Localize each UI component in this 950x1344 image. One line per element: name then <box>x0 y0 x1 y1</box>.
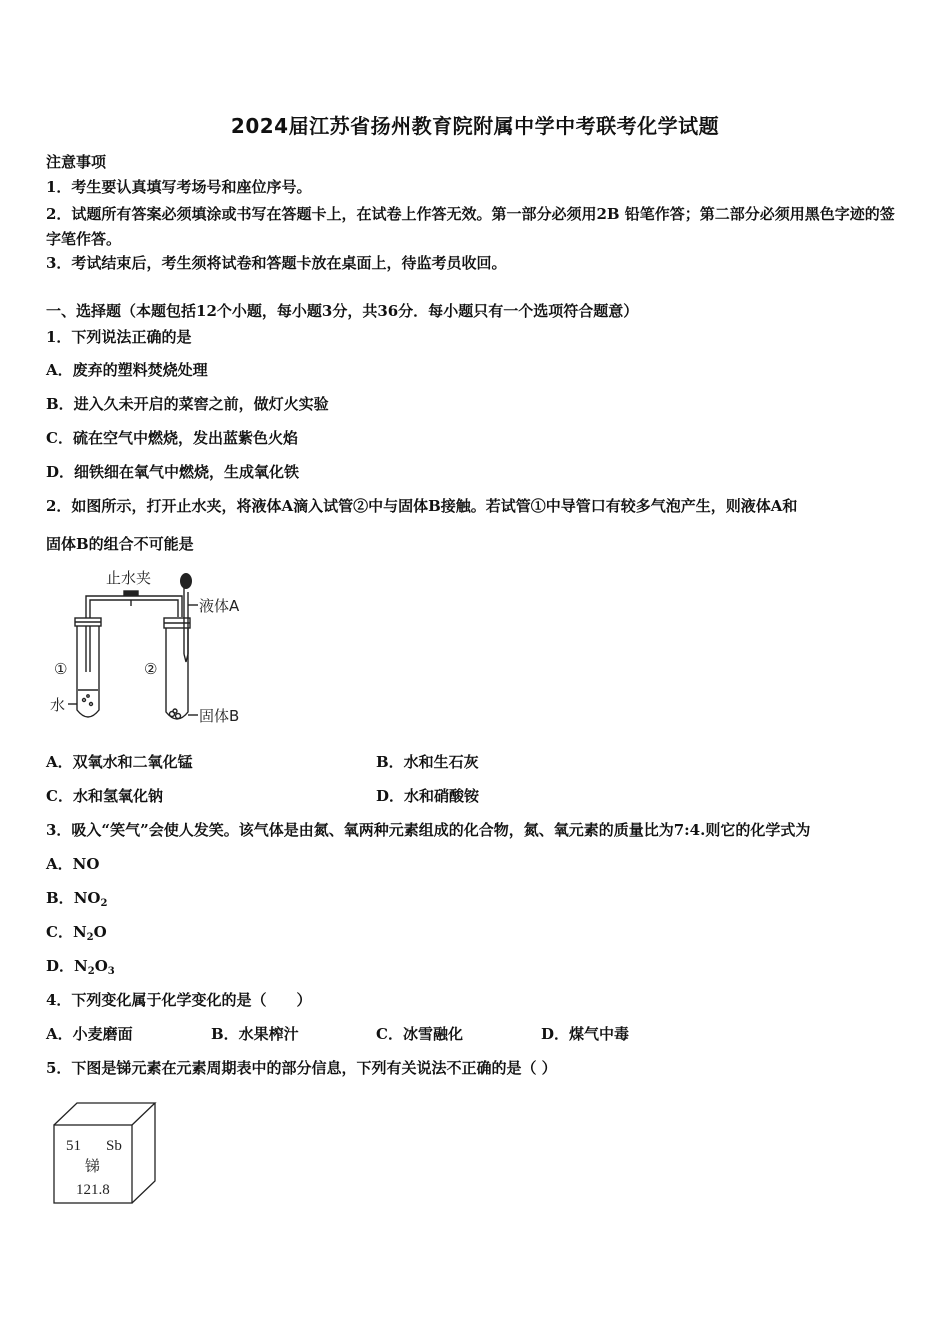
water-label: 水 <box>50 696 66 714</box>
notice-item-3: 3．考试结束后，考生须将试卷和答题卡放在桌面上，待监考员收回。 <box>46 254 507 272</box>
q1-option-c: C．硫在空气中燃烧，发出蓝紫色火焰 <box>46 429 298 447</box>
question-3-stem: 3．吸入“笑气”会使人发笑。该气体是由氮、氧两种元素组成的化合物，氮、氧元素的质量比为7:4.则它的化学式为 <box>46 821 811 839</box>
tube-1-label: ① <box>54 660 68 678</box>
atomic-number: 51 <box>66 1138 81 1154</box>
tube-2-label: ② <box>144 660 158 678</box>
element-cube <box>50 1100 160 1208</box>
q2-option-c: C．水和氢氧化钠 <box>46 787 163 805</box>
notice-item-1: 1．考生要认真填写考场号和座位序号。 <box>46 178 312 196</box>
q4-option-d: D．煤气中毒 <box>541 1025 630 1043</box>
q2-option-b: B．水和生石灰 <box>376 753 479 771</box>
q1-option-b: B．进入久未开启的菜窖之前，做灯火实验 <box>46 395 329 413</box>
question-2-stem-line2: 固体B的组合不可能是 <box>46 535 194 553</box>
dropper-bulb <box>180 573 192 589</box>
solid-b-label: 固体B <box>199 707 240 725</box>
element-symbol: Sb <box>106 1138 122 1154</box>
section-heading: 一、选择题（本题包括12个小题，每小题3分，共36分．每小题只有一个选项符合题意） <box>46 302 639 320</box>
liquid-a-label: 液体A <box>199 597 240 615</box>
question-2-stem-line1: 2．如图所示，打开止水夹，将液体A滴入试管②中与固体B接触。若试管①中导管口有较多气泡产生，则液体A和 <box>46 497 798 515</box>
element-name: 锑 <box>85 1157 101 1175</box>
q4-option-b: B．水果榨汁 <box>211 1025 299 1043</box>
apparatus-figure <box>44 562 274 732</box>
clamp-label: 止水夹 <box>106 569 152 587</box>
page-title: 2024届江苏省扬州教育院附属中学中考联考化学试题 <box>230 114 720 138</box>
q3-option-c: C．$N_2O$ <box>46 923 107 943</box>
q3-option-a: A．NO <box>46 855 100 873</box>
q1-option-d: D．细铁细在氧气中燃烧，生成氧化铁 <box>46 463 300 481</box>
q2-option-a: A．双氧水和二氧化锰 <box>46 753 193 771</box>
question-4-stem: 4．下列变化属于化学变化的是（ ） <box>46 991 312 1009</box>
apparatus-diagram <box>44 562 274 732</box>
question-1-stem: 1．下列说法正确的是 <box>46 328 192 346</box>
question-5-stem: 5．下图是锑元素在元素周期表中的部分信息，下列有关说法不正确的是（ ） <box>46 1059 557 1077</box>
element-card <box>50 1100 160 1208</box>
q3-option-b: B．$NO_2$ <box>46 889 108 909</box>
q4-option-c: C．冰雪融化 <box>376 1025 463 1043</box>
q2-option-d: D．水和硝酸铵 <box>376 787 480 805</box>
q4-option-a: A．小麦磨面 <box>46 1025 133 1043</box>
atomic-mass: 121.8 <box>76 1182 110 1198</box>
notice-heading: 注意事项 <box>46 153 107 171</box>
q3-option-d: D．$N_2O_3$ <box>46 957 115 977</box>
q1-option-a: A．废弃的塑料焚烧处理 <box>46 361 208 379</box>
notice-item-2: 2．试题所有答案必须填涂或书写在答题卡上，在试卷上作答无效。第一部分必须用2B 铅笔作答；第二部分必须用黑色字迹的签字笔作答。 <box>46 205 895 248</box>
